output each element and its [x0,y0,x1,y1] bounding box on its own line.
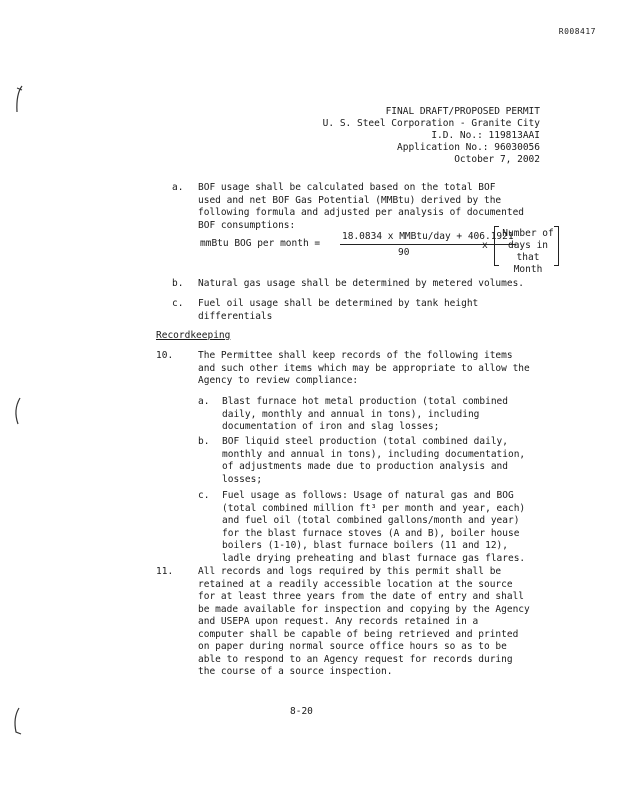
item-10b-text [222,436,525,486]
formula-right-bracket [554,226,559,266]
item-10c-line: Fuel usage as follows: Usage of natural gas and BOG [222,490,514,501]
formula-denominator: 90 [398,247,410,258]
item-11-line: able to respond to an Agency request for records during [198,653,513,665]
item-10c-text [222,490,525,565]
permit-header [282,106,540,166]
binder-mark-top [14,84,24,114]
item-11-line: All records and logs required by this permit shall be [198,566,502,577]
item-10c-line: boilers (1-10), blast furnace boilers (11 and 12), [222,540,508,551]
item-11-line: and USEPA upon request. Any records retained in a [198,616,479,627]
item-11-line: the course of a source inspection. [198,666,393,677]
item-11-text [198,566,530,679]
formula-rhs-line: Number of [502,228,554,239]
item-10-label: 10. [156,350,174,361]
section-title-recordkeeping: Recordkeeping [156,330,231,341]
item-10-line: The Permittee shall keep records of the following items [198,350,513,361]
formula-rhs-line: days in [507,240,549,251]
item-a-line: following formula and adjusted per analysis of documented [198,207,525,218]
item-a-line: used and net BOF Gas Potential (MMBtu) derived by the [198,194,502,206]
formula-lhs: mmBtu BOG per month = [200,238,321,249]
item-c-line: Fuel oil usage shall be determined by tank height [198,298,479,309]
item-10-line: and such other items which may be appropriate to allow the [198,362,530,374]
formula-times: x [482,240,488,251]
item-10a-label: a. [198,396,210,407]
item-10b-line: losses; [222,473,263,485]
page-number: 8-20 [290,706,313,717]
item-10-text [198,350,530,388]
header-line-5: October 7, 2002 [454,154,540,165]
formula-rhs-line: that Month [513,252,543,275]
item-a-label: a. [172,182,184,193]
header-line-3: I.D. No.: 119813AAI [431,130,540,141]
item-10b-line: of adjustments made due to production analysis and [222,461,508,472]
item-c-text [198,298,478,323]
header-line-1: FINAL DRAFT/PROPOSED PERMIT [385,106,540,117]
header-line-2: U. S. Steel Corporation - Granite City [322,118,540,129]
formula-numerator: 18.0834 x MMBtu/day + 406.1921 [340,231,516,245]
item-10-line: Agency to review compliance: [198,375,359,386]
formula-left-bracket [494,226,499,266]
item-10b-label: b. [198,436,210,447]
item-11-line: for at least three years from the date of entry and shall [198,591,525,602]
item-10b-line: monthly and annual in tons), including documentation, [222,448,526,460]
item-11-line: computer shall be capable of being retrieved and printed [198,628,519,640]
item-11-line: retained at a readily accessible location at the source [198,578,513,590]
item-b-text: Natural gas usage shall be determined by metered volumes. [198,278,525,289]
formula-rhs [502,228,554,276]
item-10a-line: Blast furnace hot metal production (total combined [222,396,508,407]
item-a-line: BOF consumptions: [198,219,296,231]
item-11-label: 11. [156,566,174,577]
item-11-line: be made available for inspection and copying by the Agency [198,603,530,615]
item-a-line: BOF usage shall be calculated based on the total BOF [198,182,496,193]
item-10a-line: daily, monthly and annual in tons), including [222,408,480,420]
item-10a-text [222,396,508,434]
item-10a-line: documentation of iron and slag losses; [222,421,440,432]
item-10b-line: BOF liquid steel production (total combined daily, [222,436,508,447]
item-10c-line: for the blast furnace stoves (A and B), boiler house [222,527,520,539]
item-c-label: c. [172,298,184,309]
binder-mark-middle [12,396,22,426]
binder-mark-bottom [12,706,22,736]
item-10c-line: and fuel oil (total combined gallons/month and year) [222,515,520,526]
item-c-line: differentials [198,310,273,322]
item-10c-label: c. [198,490,210,501]
item-10c-line: (total combined million ft³ per month and year, each) [222,502,526,514]
item-b-label: b. [172,278,184,289]
header-line-4: Application No.: 96030056 [397,142,540,153]
item-11-line: on paper during normal source office hours so as to be [198,641,507,652]
item-10c-line: ladle drying preheating and blast furnace gas flares. [222,552,526,564]
item-a-text [198,182,524,232]
bates-stamp: R008417 [558,27,596,36]
